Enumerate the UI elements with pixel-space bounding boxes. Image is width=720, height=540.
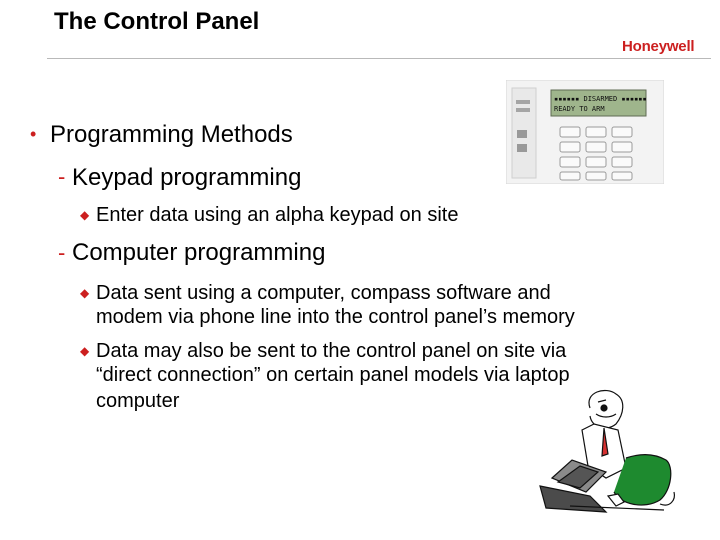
computer-bullet-2: ◆ (80, 344, 90, 358)
computer-heading: Computer programming (72, 239, 326, 266)
computer-bullet-1: ◆ (80, 286, 90, 300)
honeywell-logo: Honeywell (622, 38, 695, 55)
computer-detail-2-line3: computer (96, 390, 180, 412)
keypad-detail: Enter data using an alpha keypad on site (96, 204, 459, 226)
computer-detail-1-line2: modem via phone line into the control panel’s memory (96, 306, 575, 328)
computer-detail-1-line1: Data sent using a computer, compass software and (96, 282, 551, 304)
keypad-image (506, 80, 664, 184)
computer-dash: - (58, 240, 66, 265)
computer-detail-2-line1: Data may also be sent to the control panel on site via (96, 340, 567, 362)
level1-heading: Programming Methods (50, 121, 293, 148)
slide-title: The Control Panel (54, 8, 260, 35)
level1-bullet: • (30, 124, 37, 144)
keypad-display-line1: ▪▪▪▪▪▪ DISARMED ▪▪▪▪▪▪ (554, 95, 647, 103)
keypad-dash: - (58, 164, 66, 189)
title-rule (47, 58, 711, 59)
keypad-display-line2: READY TO ARM (554, 105, 605, 113)
keypad-heading: Keypad programming (72, 164, 302, 191)
programmer-cartoon (510, 386, 704, 524)
keypad-bullet: ◆ (80, 208, 90, 222)
computer-detail-2-line2: “direct connection” on certain panel models via laptop (96, 364, 570, 386)
